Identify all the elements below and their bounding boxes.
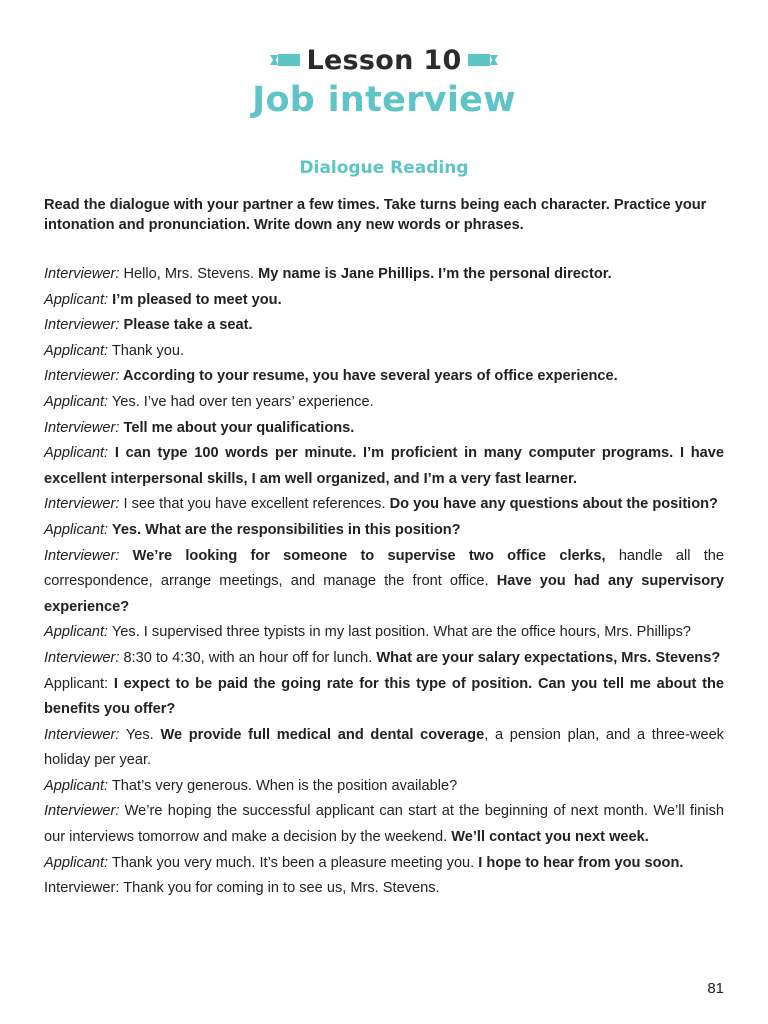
speaker-label: Applicant: xyxy=(44,624,109,641)
dialogue-line xyxy=(44,364,724,390)
dialogue-text: I expect to be paid the going rate for this type of position. Can you tell me about the benefits you offer? xyxy=(44,675,724,718)
dialogue-text: Have you had any supervisory experience? xyxy=(44,573,724,615)
speaker-label: Applicant: xyxy=(44,675,109,692)
dialogue-line xyxy=(44,390,724,416)
speaker-label: Applicant: xyxy=(44,342,109,359)
dialogue-text: Do you have any questions about the position? xyxy=(389,496,718,513)
dialogue-line xyxy=(44,492,724,518)
dialogue-line xyxy=(44,672,724,723)
dialogue-text: Yes. xyxy=(119,726,161,743)
dialogue-line xyxy=(44,851,724,877)
dialogue-line xyxy=(44,646,724,672)
dialogue-line xyxy=(44,416,724,442)
dialogue-line xyxy=(44,620,724,646)
speaker-label: Interviewer: xyxy=(44,803,120,820)
dialogue-text: Thank you for coming in to see us, Mrs. Stevens. xyxy=(119,880,440,897)
speaker-label: Applicant: xyxy=(44,393,109,410)
speaker-label: Applicant: xyxy=(44,521,109,538)
speaker-label: Applicant: xyxy=(44,291,109,308)
dialogue-line xyxy=(44,441,724,492)
dialogue-text: Yes. I supervised three typists in my last position. What are the office hours, Mrs. Phillips? xyxy=(108,624,692,641)
dialogue-text: We’re hoping the successful applicant can start at the beginning of next month. We’ll finish our interviews tomorrow and make a decision by the weekend. xyxy=(44,803,724,846)
dialogue-line xyxy=(44,288,724,314)
page-number: 81 xyxy=(707,980,724,997)
dialogue-line xyxy=(44,723,724,774)
dialogue-text: , a pension plan, and a three-week holiday per year. xyxy=(44,726,724,769)
dialogue-text: We’ll contact you next week. xyxy=(451,829,649,846)
dialogue-line xyxy=(44,876,724,902)
dialogue-line xyxy=(44,544,724,621)
dialogue-line xyxy=(44,518,724,544)
dialogue-text: Yes. I’ve had over ten years’ experience. xyxy=(108,393,374,410)
speaker-label: Interviewer: xyxy=(44,649,120,666)
speaker-label: Interviewer: xyxy=(44,496,120,513)
lesson-header xyxy=(0,42,768,78)
dialogue-text: We provide full medical and dental coverage xyxy=(160,726,485,743)
dialogue-text: Thank you. xyxy=(108,342,185,359)
dialogue-line xyxy=(44,799,724,850)
dialogue-text: Tell me about your qualifications. xyxy=(119,419,355,436)
speaker-label: Interviewer: xyxy=(44,317,120,334)
speaker-label: Applicant: xyxy=(44,445,109,462)
dialogue-text: I’m pleased to meet you. xyxy=(108,291,282,308)
ribbon-banner-icon xyxy=(270,49,300,71)
instructions-paragraph: Read the dialogue with your partner a few times. Take turns being each character. Practice your intonation and pronunciation. Write down any new words or phrases. xyxy=(44,197,707,233)
dialogue-text: I can type 100 words per minute. I’m proficient in many computer programs. I have excellent interpersonal skills, I am well organized, and I’m a very fast learner. xyxy=(44,445,724,487)
speaker-label: Interviewer: xyxy=(44,547,120,564)
dialogue-text: I hope to hear from you soon. xyxy=(478,854,684,871)
dialogue-text: According to your resume, you have several years of office experience. xyxy=(119,368,618,385)
dialogue-text: I see that you have excellent references. xyxy=(119,496,390,513)
page-title: Job interview xyxy=(252,80,516,120)
dialogue-text: We’re looking for someone to supervise two office clerks, xyxy=(119,547,606,564)
dialogue-text: 8:30 to 4:30, with an hour off for lunch. xyxy=(119,649,377,666)
dialogue-text: What are your salary expectations, Mrs. Stevens? xyxy=(376,649,721,666)
dialogue-text: Yes. What are the responsibilities in this position? xyxy=(108,521,461,538)
dialogue-list xyxy=(44,262,724,902)
dialogue-text: Please take a seat. xyxy=(119,317,253,334)
speaker-label: Interviewer: xyxy=(44,266,120,282)
dialogue-line xyxy=(44,313,724,339)
dialogue-text: Hello, Mrs. Stevens. xyxy=(119,266,259,282)
speaker-label: Applicant: xyxy=(44,854,109,871)
dialogue-line xyxy=(44,774,724,800)
speaker-label: Applicant: xyxy=(44,777,109,794)
dialogue-line xyxy=(44,339,724,365)
speaker-label: Interviewer: xyxy=(44,368,120,385)
speaker-label: Interviewer: xyxy=(44,726,120,743)
lesson-label: Lesson 10 xyxy=(306,44,462,76)
dialogue-line xyxy=(44,262,724,288)
speaker-label: Interviewer: xyxy=(44,419,120,436)
dialogue-text: handle all the correspondence, arrange meetings, and manage the front office. xyxy=(44,547,724,590)
dialogue-text: Thank you very much. It’s been a pleasure meeting you. xyxy=(108,854,479,871)
dialogue-text: That’s very generous. When is the position available? xyxy=(108,777,458,794)
ribbon-banner-icon xyxy=(468,49,498,71)
section-heading: Dialogue Reading xyxy=(299,158,469,178)
speaker-label: Interviewer: xyxy=(44,880,120,897)
dialogue-text: My name is Jane Phillips. I’m the personal director. xyxy=(258,266,612,282)
